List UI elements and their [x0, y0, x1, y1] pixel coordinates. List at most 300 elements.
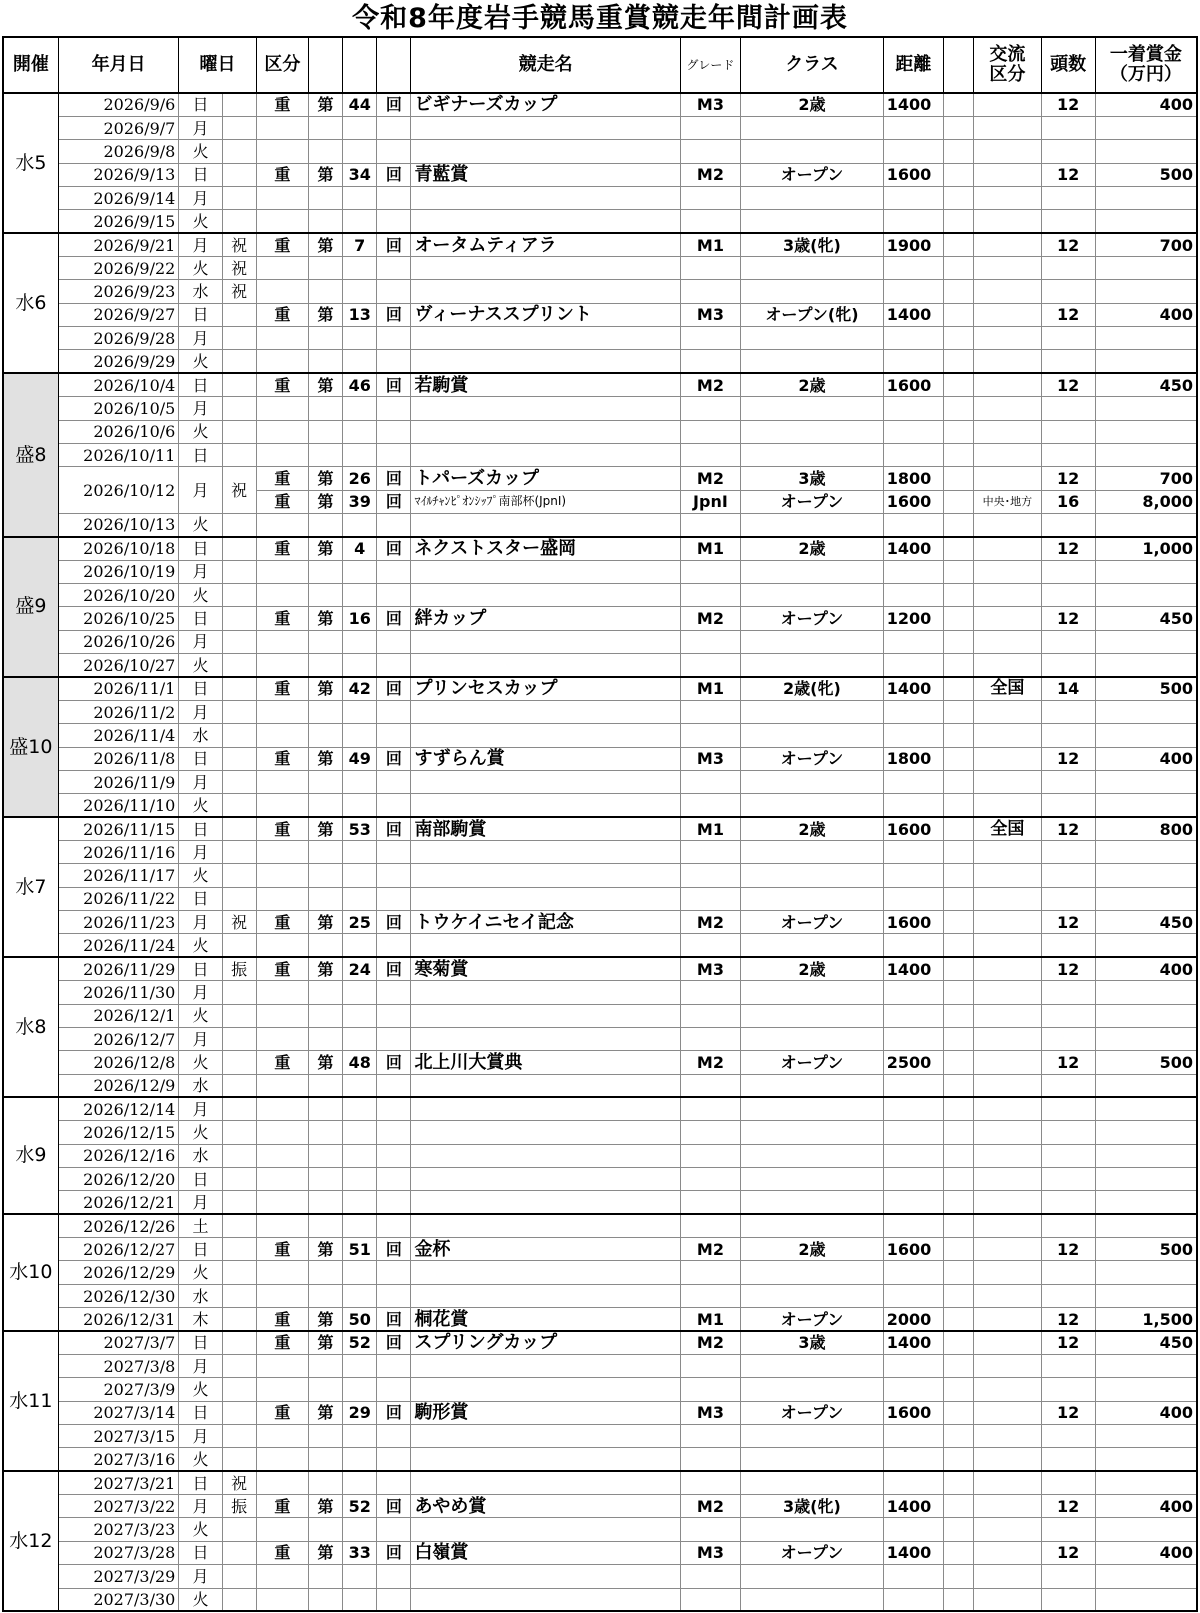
race-dai: 第	[308, 1495, 342, 1518]
race-dai: 第	[308, 373, 342, 396]
schedule-row	[3, 817, 1197, 840]
page-title: 令和8年度岩手競馬重賞競走年間計画表	[352, 3, 848, 34]
race-distance	[883, 1588, 943, 1611]
race-heads	[1041, 1097, 1095, 1120]
weekday-cell: 月	[179, 1565, 222, 1588]
race-kai	[377, 1074, 411, 1097]
race-grade: M2	[680, 1331, 740, 1354]
race-kai: 回	[377, 911, 411, 934]
weekday-cell: 火	[179, 654, 222, 677]
race-kai	[377, 1284, 411, 1307]
race-distance	[883, 1027, 943, 1050]
race-exchange	[974, 1308, 1041, 1331]
header-heads: 頭数	[1041, 37, 1095, 93]
race-heads	[1041, 397, 1095, 420]
race-category: 重	[256, 93, 308, 116]
race-heads	[1041, 186, 1095, 209]
race-class	[741, 1261, 884, 1284]
race-grade	[680, 513, 740, 536]
race-class: 2歳(牝)	[741, 677, 884, 700]
schedule-row	[3, 1027, 1197, 1050]
race-heads	[1041, 280, 1095, 303]
schedule-row	[3, 1261, 1197, 1284]
race-exchange	[974, 1495, 1041, 1518]
race-number	[343, 327, 377, 350]
schedule-row	[3, 1518, 1197, 1541]
race-kai: 回	[377, 490, 411, 513]
race-class	[741, 1097, 884, 1120]
race-dai: 第	[308, 1308, 342, 1331]
race-grade	[680, 1448, 740, 1471]
weekday-cell: 水	[179, 1074, 222, 1097]
race-dai	[308, 327, 342, 350]
race-name	[411, 841, 680, 864]
blank-cell	[944, 981, 974, 1004]
race-category	[256, 864, 308, 887]
holiday-cell	[222, 887, 256, 910]
race-category	[256, 1121, 308, 1144]
race-category	[256, 770, 308, 793]
race-exchange	[974, 887, 1041, 910]
race-prize: 400	[1095, 1541, 1197, 1564]
blank-cell	[944, 140, 974, 163]
race-exchange	[974, 163, 1041, 186]
race-category	[256, 1565, 308, 1588]
race-class: オープン	[741, 1308, 884, 1331]
date-cell: 2026/10/13	[58, 513, 179, 536]
blank-cell	[944, 443, 974, 466]
date-cell: 2026/12/30	[58, 1284, 179, 1307]
blank-cell	[944, 280, 974, 303]
race-grade	[680, 186, 740, 209]
holiday-cell: 祝	[222, 233, 256, 256]
date-cell: 2026/10/27	[58, 654, 179, 677]
schedule-row	[3, 1214, 1197, 1237]
race-dai	[308, 1518, 342, 1541]
weekday-cell: 火	[179, 420, 222, 443]
race-heads: 12	[1041, 1238, 1095, 1261]
race-distance: 1400	[883, 1541, 943, 1564]
race-prize: 400	[1095, 957, 1197, 980]
date-cell: 2026/9/27	[58, 303, 179, 326]
race-kai: 回	[377, 373, 411, 396]
race-exchange	[974, 1424, 1041, 1447]
race-kai	[377, 1424, 411, 1447]
race-prize	[1095, 397, 1197, 420]
race-distance: 1600	[883, 1238, 943, 1261]
race-exchange	[974, 186, 1041, 209]
weekday-cell: 日	[179, 1331, 222, 1354]
race-dai: 第	[308, 1051, 342, 1074]
holiday-cell	[222, 186, 256, 209]
race-exchange	[974, 116, 1041, 139]
race-number: 29	[343, 1401, 377, 1424]
race-prize	[1095, 1214, 1197, 1237]
schedule-row	[3, 420, 1197, 443]
schedule-row	[3, 1424, 1197, 1447]
race-name	[411, 397, 680, 420]
race-kai	[377, 397, 411, 420]
race-grade	[680, 887, 740, 910]
blank-cell	[944, 1144, 974, 1167]
race-name	[411, 1378, 680, 1401]
race-name	[411, 420, 680, 443]
schedule-row	[3, 1144, 1197, 1167]
race-grade	[680, 1191, 740, 1214]
race-dai	[308, 397, 342, 420]
race-heads	[1041, 584, 1095, 607]
weekday-cell: 日	[179, 373, 222, 396]
race-distance	[883, 654, 943, 677]
race-name: トパーズカップ	[411, 467, 680, 490]
holiday-cell	[222, 1401, 256, 1424]
race-heads	[1041, 1144, 1095, 1167]
date-cell: 2026/11/10	[58, 794, 179, 817]
header-date: 年月日	[58, 37, 179, 93]
weekday-cell: 火	[179, 934, 222, 957]
race-kai: 回	[377, 537, 411, 560]
date-cell: 2026/12/1	[58, 1004, 179, 1027]
race-prize	[1095, 794, 1197, 817]
weekday-cell: 日	[179, 607, 222, 630]
race-name	[411, 1354, 680, 1377]
race-heads	[1041, 1378, 1095, 1401]
race-category: 重	[256, 1495, 308, 1518]
race-grade	[680, 1074, 740, 1097]
race-category	[256, 887, 308, 910]
header-exchange: 交流 区分	[974, 37, 1041, 93]
race-prize: 450	[1095, 1331, 1197, 1354]
race-class: 2歳	[741, 817, 884, 840]
race-name: オータムティアラ	[411, 233, 680, 256]
blank-cell	[944, 1424, 974, 1447]
race-name	[411, 584, 680, 607]
race-kai	[377, 700, 411, 723]
race-heads: 16	[1041, 490, 1095, 513]
race-grade	[680, 257, 740, 280]
race-category	[256, 1097, 308, 1120]
race-name: 絆カップ	[411, 607, 680, 630]
race-grade	[680, 981, 740, 1004]
race-heads: 12	[1041, 1308, 1095, 1331]
race-category	[256, 116, 308, 139]
race-distance: 1600	[883, 373, 943, 396]
race-distance	[883, 1471, 943, 1494]
schedule-row	[3, 1191, 1197, 1214]
weekday-cell: 月	[179, 981, 222, 1004]
date-cell: 2026/10/12	[58, 467, 179, 514]
race-heads: 12	[1041, 1541, 1095, 1564]
race-name: 南部駒賞	[411, 817, 680, 840]
race-name	[411, 1518, 680, 1541]
race-prize: 400	[1095, 1495, 1197, 1518]
race-class: オープン	[741, 607, 884, 630]
race-distance: 1400	[883, 1331, 943, 1354]
race-prize	[1095, 981, 1197, 1004]
race-prize: 700	[1095, 233, 1197, 256]
blank-cell	[944, 677, 974, 700]
race-exchange	[974, 1144, 1041, 1167]
race-category	[256, 1448, 308, 1471]
race-exchange: 全国	[974, 677, 1041, 700]
date-cell: 2026/11/16	[58, 841, 179, 864]
race-category: 重	[256, 1541, 308, 1564]
race-number: 52	[343, 1495, 377, 1518]
race-distance	[883, 327, 943, 350]
header-dow: 曜日	[179, 37, 256, 93]
schedule-row	[3, 186, 1197, 209]
race-prize	[1095, 1191, 1197, 1214]
race-grade: M1	[680, 537, 740, 560]
weekday-cell: 火	[179, 1518, 222, 1541]
race-heads: 12	[1041, 1495, 1095, 1518]
race-dai: 第	[308, 911, 342, 934]
blank-cell	[944, 700, 974, 723]
race-name	[411, 864, 680, 887]
race-prize	[1095, 887, 1197, 910]
race-distance	[883, 1004, 943, 1027]
holiday-cell	[222, 724, 256, 747]
date-cell: 2026/11/8	[58, 747, 179, 770]
blank-cell	[944, 1074, 974, 1097]
weekday-cell: 火	[179, 1378, 222, 1401]
date-cell: 2026/10/11	[58, 443, 179, 466]
weekday-cell: 日	[179, 957, 222, 980]
race-grade	[680, 1004, 740, 1027]
race-grade	[680, 1027, 740, 1050]
race-dai	[308, 1448, 342, 1471]
race-dai	[308, 654, 342, 677]
schedule-row	[3, 1541, 1197, 1564]
race-prize	[1095, 280, 1197, 303]
schedule-row	[3, 724, 1197, 747]
schedule-row	[3, 770, 1197, 793]
race-heads	[1041, 560, 1095, 583]
weekday-cell: 火	[179, 140, 222, 163]
race-name	[411, 1214, 680, 1237]
blank-cell	[944, 1401, 974, 1424]
race-distance: 2000	[883, 1308, 943, 1331]
date-cell: 2027/3/15	[58, 1424, 179, 1447]
race-exchange	[974, 911, 1041, 934]
race-heads: 12	[1041, 163, 1095, 186]
race-number: 44	[343, 93, 377, 116]
race-kai: 回	[377, 607, 411, 630]
weekday-cell: 火	[179, 1261, 222, 1284]
race-heads	[1041, 1424, 1095, 1447]
race-prize	[1095, 1518, 1197, 1541]
race-number	[343, 584, 377, 607]
race-distance	[883, 1144, 943, 1167]
race-name	[411, 1284, 680, 1307]
race-dai: 第	[308, 747, 342, 770]
date-cell: 2027/3/21	[58, 1471, 179, 1494]
race-grade	[680, 1354, 740, 1377]
holiday-cell: 祝	[222, 467, 256, 514]
race-distance	[883, 1261, 943, 1284]
race-number	[343, 210, 377, 233]
date-cell: 2026/11/24	[58, 934, 179, 957]
holiday-cell	[222, 1424, 256, 1447]
schedule-row	[3, 1495, 1197, 1518]
race-category	[256, 584, 308, 607]
race-kai	[377, 770, 411, 793]
holiday-cell: 祝	[222, 280, 256, 303]
race-category	[256, 327, 308, 350]
schedule-row	[3, 1308, 1197, 1331]
race-prize: 450	[1095, 373, 1197, 396]
race-category	[256, 1004, 308, 1027]
schedule-row	[3, 1121, 1197, 1144]
date-cell: 2026/12/26	[58, 1214, 179, 1237]
race-prize	[1095, 1004, 1197, 1027]
race-heads: 12	[1041, 817, 1095, 840]
race-distance	[883, 1074, 943, 1097]
schedule-row	[3, 1378, 1197, 1401]
schedule-row	[3, 163, 1197, 186]
race-grade: M3	[680, 957, 740, 980]
blank-cell	[944, 1238, 974, 1261]
race-name	[411, 327, 680, 350]
meeting-label: 水11	[3, 1331, 58, 1471]
race-name	[411, 700, 680, 723]
race-prize	[1095, 513, 1197, 536]
race-prize	[1095, 1378, 1197, 1401]
race-category: 重	[256, 957, 308, 980]
holiday-cell	[222, 677, 256, 700]
blank-cell	[944, 654, 974, 677]
weekday-cell: 火	[179, 1004, 222, 1027]
race-kai	[377, 210, 411, 233]
race-dai	[308, 981, 342, 1004]
race-name	[411, 887, 680, 910]
race-distance: 1400	[883, 677, 943, 700]
race-distance	[883, 1565, 943, 1588]
weekday-cell: 月	[179, 770, 222, 793]
weekday-cell: 水	[179, 724, 222, 747]
weekday-cell: 日	[179, 1401, 222, 1424]
weekday-cell: 日	[179, 163, 222, 186]
race-number	[343, 770, 377, 793]
race-distance	[883, 397, 943, 420]
race-name	[411, 630, 680, 653]
race-category	[256, 841, 308, 864]
race-distance	[883, 864, 943, 887]
blank-cell	[944, 1378, 974, 1401]
holiday-cell	[222, 1448, 256, 1471]
weekday-cell: 月	[179, 1495, 222, 1518]
blank-cell	[944, 560, 974, 583]
race-category: 重	[256, 747, 308, 770]
race-heads	[1041, 1354, 1095, 1377]
race-distance: 1600	[883, 163, 943, 186]
race-grade: M1	[680, 817, 740, 840]
holiday-cell	[222, 1238, 256, 1261]
header-distance: 距離	[883, 37, 943, 93]
date-cell: 2026/11/4	[58, 724, 179, 747]
race-grade	[680, 654, 740, 677]
race-heads	[1041, 1565, 1095, 1588]
race-heads	[1041, 257, 1095, 280]
race-grade	[680, 280, 740, 303]
race-grade	[680, 1214, 740, 1237]
holiday-cell	[222, 1331, 256, 1354]
race-distance	[883, 1168, 943, 1191]
header-race-name: 競走名	[411, 37, 680, 93]
date-cell: 2026/12/21	[58, 1191, 179, 1214]
holiday-cell	[222, 327, 256, 350]
weekday-cell: 日	[179, 1238, 222, 1261]
race-exchange	[974, 257, 1041, 280]
schedule-row	[3, 257, 1197, 280]
race-class	[741, 210, 884, 233]
schedule-row	[3, 1051, 1197, 1074]
race-number: 16	[343, 607, 377, 630]
race-class	[741, 981, 884, 1004]
race-distance: 1200	[883, 607, 943, 630]
date-cell: 2026/9/29	[58, 350, 179, 373]
date-cell: 2026/10/18	[58, 537, 179, 560]
race-grade	[680, 700, 740, 723]
race-distance	[883, 981, 943, 1004]
weekday-cell: 木	[179, 1308, 222, 1331]
holiday-cell	[222, 513, 256, 536]
race-prize	[1095, 770, 1197, 793]
holiday-cell	[222, 934, 256, 957]
race-distance	[883, 1191, 943, 1214]
race-class	[741, 513, 884, 536]
weekday-cell: 月	[179, 1424, 222, 1447]
race-dai: 第	[308, 233, 342, 256]
race-exchange	[974, 1214, 1041, 1237]
race-name: ビギナーズカップ	[411, 93, 680, 116]
race-name	[411, 1588, 680, 1611]
holiday-cell	[222, 1191, 256, 1214]
race-distance: 1600	[883, 817, 943, 840]
race-dai	[308, 140, 342, 163]
race-class	[741, 654, 884, 677]
race-dai: 第	[308, 1401, 342, 1424]
race-class	[741, 140, 884, 163]
meeting-label: 水12	[3, 1471, 58, 1611]
blank-cell	[944, 887, 974, 910]
race-name: スプリングカップ	[411, 1331, 680, 1354]
blank-cell	[944, 93, 974, 116]
race-name	[411, 1448, 680, 1471]
race-prize	[1095, 186, 1197, 209]
blank-cell	[944, 350, 974, 373]
race-number	[343, 140, 377, 163]
race-distance	[883, 1518, 943, 1541]
race-exchange	[974, 700, 1041, 723]
race-distance	[883, 443, 943, 466]
race-dai: 第	[308, 957, 342, 980]
date-cell: 2026/10/6	[58, 420, 179, 443]
race-dai	[308, 210, 342, 233]
race-class: 3歳	[741, 467, 884, 490]
race-distance	[883, 280, 943, 303]
race-number	[343, 1378, 377, 1401]
race-class: 2歳	[741, 537, 884, 560]
race-class	[741, 443, 884, 466]
race-class	[741, 327, 884, 350]
race-class	[741, 1354, 884, 1377]
holiday-cell	[222, 1074, 256, 1097]
race-kai	[377, 1168, 411, 1191]
schedule-row	[3, 1168, 1197, 1191]
holiday-cell: 振	[222, 957, 256, 980]
race-kai	[377, 1588, 411, 1611]
